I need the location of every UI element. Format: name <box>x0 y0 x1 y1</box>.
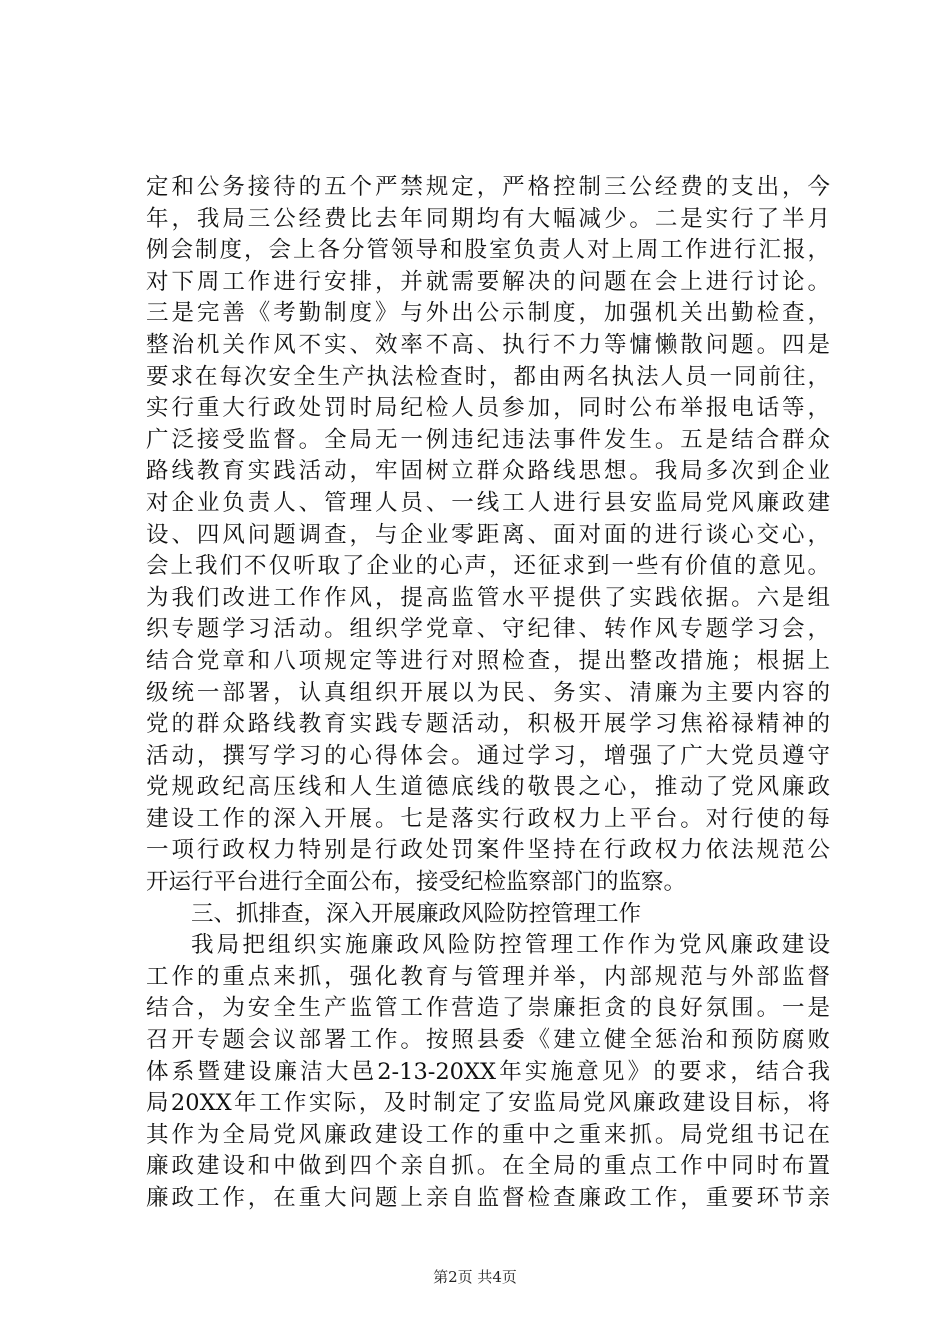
page-number-footer: 第2页 共4页 <box>433 1268 517 1286</box>
text-line: 其作为全局党风廉政建设工作的重中之重来抓。局党组书记在 <box>146 1121 830 1148</box>
text-line: 党的群众路线教育实践专题活动，积极开展学习焦裕禄精神的 <box>146 711 830 738</box>
text-line: 要求在每次安全生产执法检查时，都由两名执法人员一同前往， <box>146 363 830 390</box>
text-line: 体系暨建设廉洁大邑2-13-20XX年实施意见》的要求，结合我 <box>146 1058 830 1085</box>
text-line: 一项行政权力特别是行政处罚案件坚持在行政权力依法规范公 <box>146 837 830 864</box>
text-line: 整治机关作风不实、效率不高、执行不力等慵懒散问题。四是 <box>146 331 830 358</box>
text-line: 活动，撰写学习的心得体会。通过学习，增强了广大党员遵守 <box>146 742 830 769</box>
text-line: 路线教育实践活动，牢固树立群众路线思想。我局多次到企业 <box>146 458 830 485</box>
text-line: 召开专题会议部署工作。按照县委《建立健全惩治和预防腐败 <box>146 1027 830 1054</box>
text-line: 织专题学习活动。组织学党章、守纪律、转作风专题学习会， <box>146 616 830 643</box>
text-line: 例会制度，会上各分管领导和股室负责人对上周工作进行汇报， <box>146 237 830 264</box>
text-line: 建设工作的深入开展。七是落实行政权力上平台。对行使的每 <box>146 805 830 832</box>
text-line: 党规政纪高压线和人生道德底线的敬畏之心，推动了党风廉政 <box>146 774 830 801</box>
text-line: 为我们改进工作作风，提高监管水平提供了实践依据。六是组 <box>146 584 830 611</box>
text-line: 局20XX年工作实际，及时制定了安监局党风廉政建设目标，将 <box>146 1090 830 1117</box>
text-line: 工作的重点来抓，强化教育与管理并举，内部规范与外部监督 <box>146 963 830 990</box>
text-line: 廉政工作，在重大问题上亲自监督检查廉政工作，重要环节亲 <box>146 1185 830 1211</box>
paragraph-first-line: 我局把组织实施廉政风险防控管理工作作为党风廉政建设 <box>191 932 830 959</box>
text-line: 结合，为安全生产监管工作营造了崇廉拒贪的良好氛围。一是 <box>146 995 830 1022</box>
text-line: 廉政建设和中做到四个亲自抓。在全局的重点工作中同时布置 <box>146 1153 830 1180</box>
text-line: 三是完善《考勤制度》与外出公示制度，加强机关出勤检查， <box>146 300 830 327</box>
text-line: 结合党章和八项规定等进行对照检查，提出整改措施；根据上 <box>146 647 830 674</box>
text-line: 实行重大行政处罚时局纪检人员参加，同时公布举报电话等， <box>146 395 830 422</box>
text-line: 年，我局三公经费比去年同期均有大幅减少。二是实行了半月 <box>146 205 830 232</box>
text-line: 会上我们不仅听取了企业的心声，还征求到一些有价值的意见。 <box>146 553 830 580</box>
text-line: 对下周工作进行安排，并就需要解决的问题在会上进行讨论。 <box>146 268 830 295</box>
body-text <box>146 172 830 1215</box>
section-heading: 三、抓排查，深入开展廉政风险防控管理工作 <box>191 900 642 927</box>
text-line: 级统一部署，认真组织开展以为民、务实、清廉为主要内容的 <box>146 679 830 706</box>
text-line: 对企业负责人、管理人员、一线工人进行县安监局党风廉政建 <box>146 489 830 516</box>
text-line: 广泛接受监督。全局无一例违纪违法事件发生。五是结合群众 <box>146 426 830 453</box>
text-line: 开运行平台进行全面公布，接受纪检监察部门的监察。 <box>146 869 687 896</box>
text-line: 定和公务接待的五个严禁规定，严格控制三公经费的支出，今 <box>146 174 830 200</box>
text-line: 设、四风问题调查，与企业零距离、面对面的进行谈心交心， <box>146 521 830 548</box>
